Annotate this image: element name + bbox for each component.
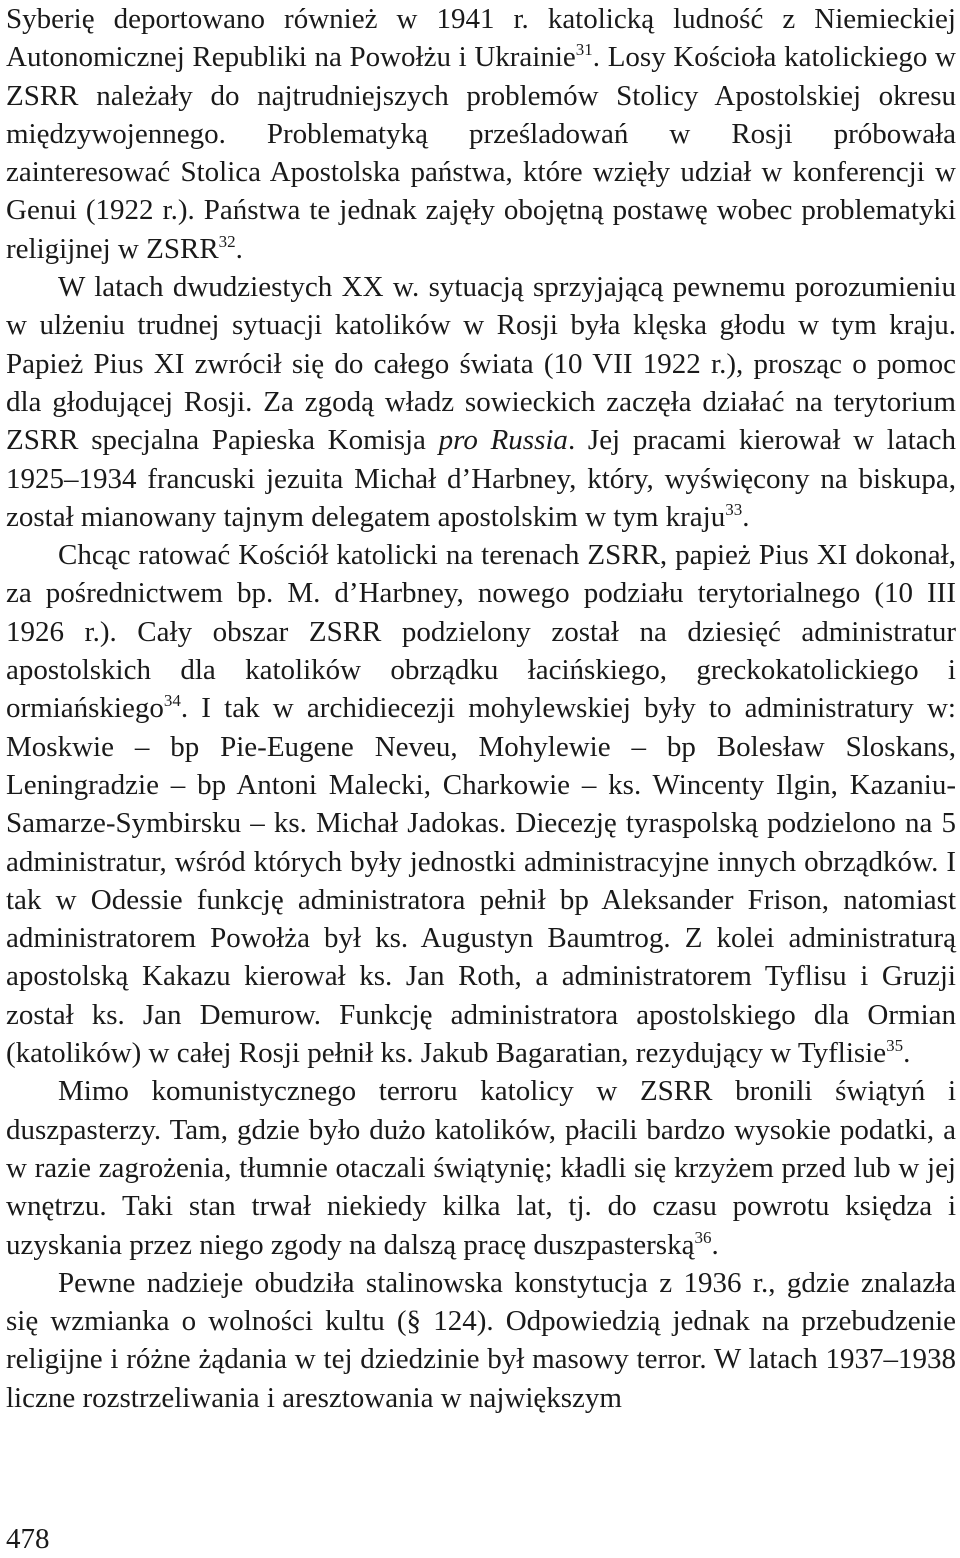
text-run: . [742,500,750,533]
text-run: Mimo komunistycznego terroru katolicy w ZSRR bronili świątyń i duszpasterzy. Tam, gdzie było dużo katolików, płacili bardzo wysokie podatki, a w razie zagrożenia, tłumnie otaczali świątynię; kładli się krzyżem przed lub w jej wnętrzu. Taki stan trwał niekiedy kilka lat, tj. do czasu powrotu księdza i uzyskania przez niego zgody na dalszą pracę duszpasterską [6,1075,956,1261]
text-run: . [235,232,243,265]
page-body [6,0,956,1417]
text-run: . Losy Kościoła katolickiego w ZSRR należały do najtrudniejszych problemów Stolicy Apostolskiej okresu międzywojennego. Problematyką prześladowań w Rosji próbowała zainteresować Stolica Apostolska państwa, które wzięły udział w konferencji w Genui (1922 r.). Państwa te jednak zajęły obojętną postawę wobec problematyki religijnej w ZSRR [6,41,957,265]
footnote-reference: 34 [163,691,181,711]
text-run: Pewne nadzieje obudziła stalinowska konstytucja z 1936 r., gdzie znalazła się wzmianka o wolności kultu (§ 124). Odpowiedzią jednak na przebudzenie religijne i różne żądania w tej dziedzinie był masowy terror. W latach 1937–1938 liczne rozstrzeliwania i aresztowania w największym [6,1266,956,1414]
page-number: 478 [6,1523,50,1555]
text-run: W latach dwudziestych XX w. sytuacją sprzyjającą pewnemu porozumieniu w ulżeniu trudnej sytuacji katolików w Rosji była klęska głodu w tym kraju. Papież Pius XI zwrócił się do całego świata (10 VII 1922 r.), prosząc o pomoc dla głodującej Rosji. Za zgodą władz sowieckich zaczęła działać na terytorium ZSRR specjalna Papieska Komisja [6,271,956,457]
text-run: Chcąc ratować Kościół katolicki na terenach ZSRR, papież Pius XI dokonał, za pośrednictwem bp. M. d’Harbney, nowego podziału terytorialnego (10 III 1926 r.). Cały obszar ZSRR podzielony został na dziesięć administratur apostolskich dla katolików obrządku łacińskiego, greckokatolickiego i ormiańskiego [6,539,956,725]
text-run: Syberię deportowano również w 1941 r. katolicką ludność z Niemieckiej Autonomicznej Republiki na Powołżu i Ukrainie [6,3,956,74]
text-run: . I tak w archidiecezji mohylewskiej były to administratury w: Moskwie – bp Pie-Eugene Neveu, Mohylewie – bp Bolesław Sloskans, Leningradzie – bp Antoni Malecki, Charkowie – ks. Wincenty Ilgin, Kazaniu-Samarze-Symbirsku – ks. Michał Jadokas. Diecezję tyraspolską podzielono na 5 administratur, wśród których były jednostki administracyjne innych obrządków. I tak w Odessie funkcję administratora pełnił bp Aleksander Frison, natomiast administratorem Powołża był ks. Augustyn Baumtrog. Z kolei administraturą apostolską Kakazu kierował ks. Jan Roth, a administratorem Tyflisu i Gruzji został ks. Jan Demurow. Funkcję administratora apostolskiego dla Ormian (katolików) w całej Rosji pełnił ks. Jakub Bagaratian, rezydujący w Tyflisie [6,692,956,1070]
paragraph [6,536,956,1072]
text-run: . [711,1228,719,1261]
paragraph [6,0,956,268]
footnote-reference: 31 [575,40,593,60]
text-run: . [903,1037,911,1070]
footnote-reference: 36 [694,1227,712,1247]
paragraph [6,1072,956,1263]
footnote-reference: 32 [218,231,236,251]
footnote-reference: 35 [886,1036,904,1056]
footnote-reference: 33 [725,499,743,519]
paragraph [6,1264,956,1417]
paragraph [6,268,956,536]
italic-term: pro Russia [438,424,568,457]
text-run: . Jej pracami kierował w latach 1925–1934 francuski jezuita Michał d’Harbney, który, wyświęcony na biskupa, został mianowany tajnym delegatem apostolskim w tym kraju [6,424,957,533]
